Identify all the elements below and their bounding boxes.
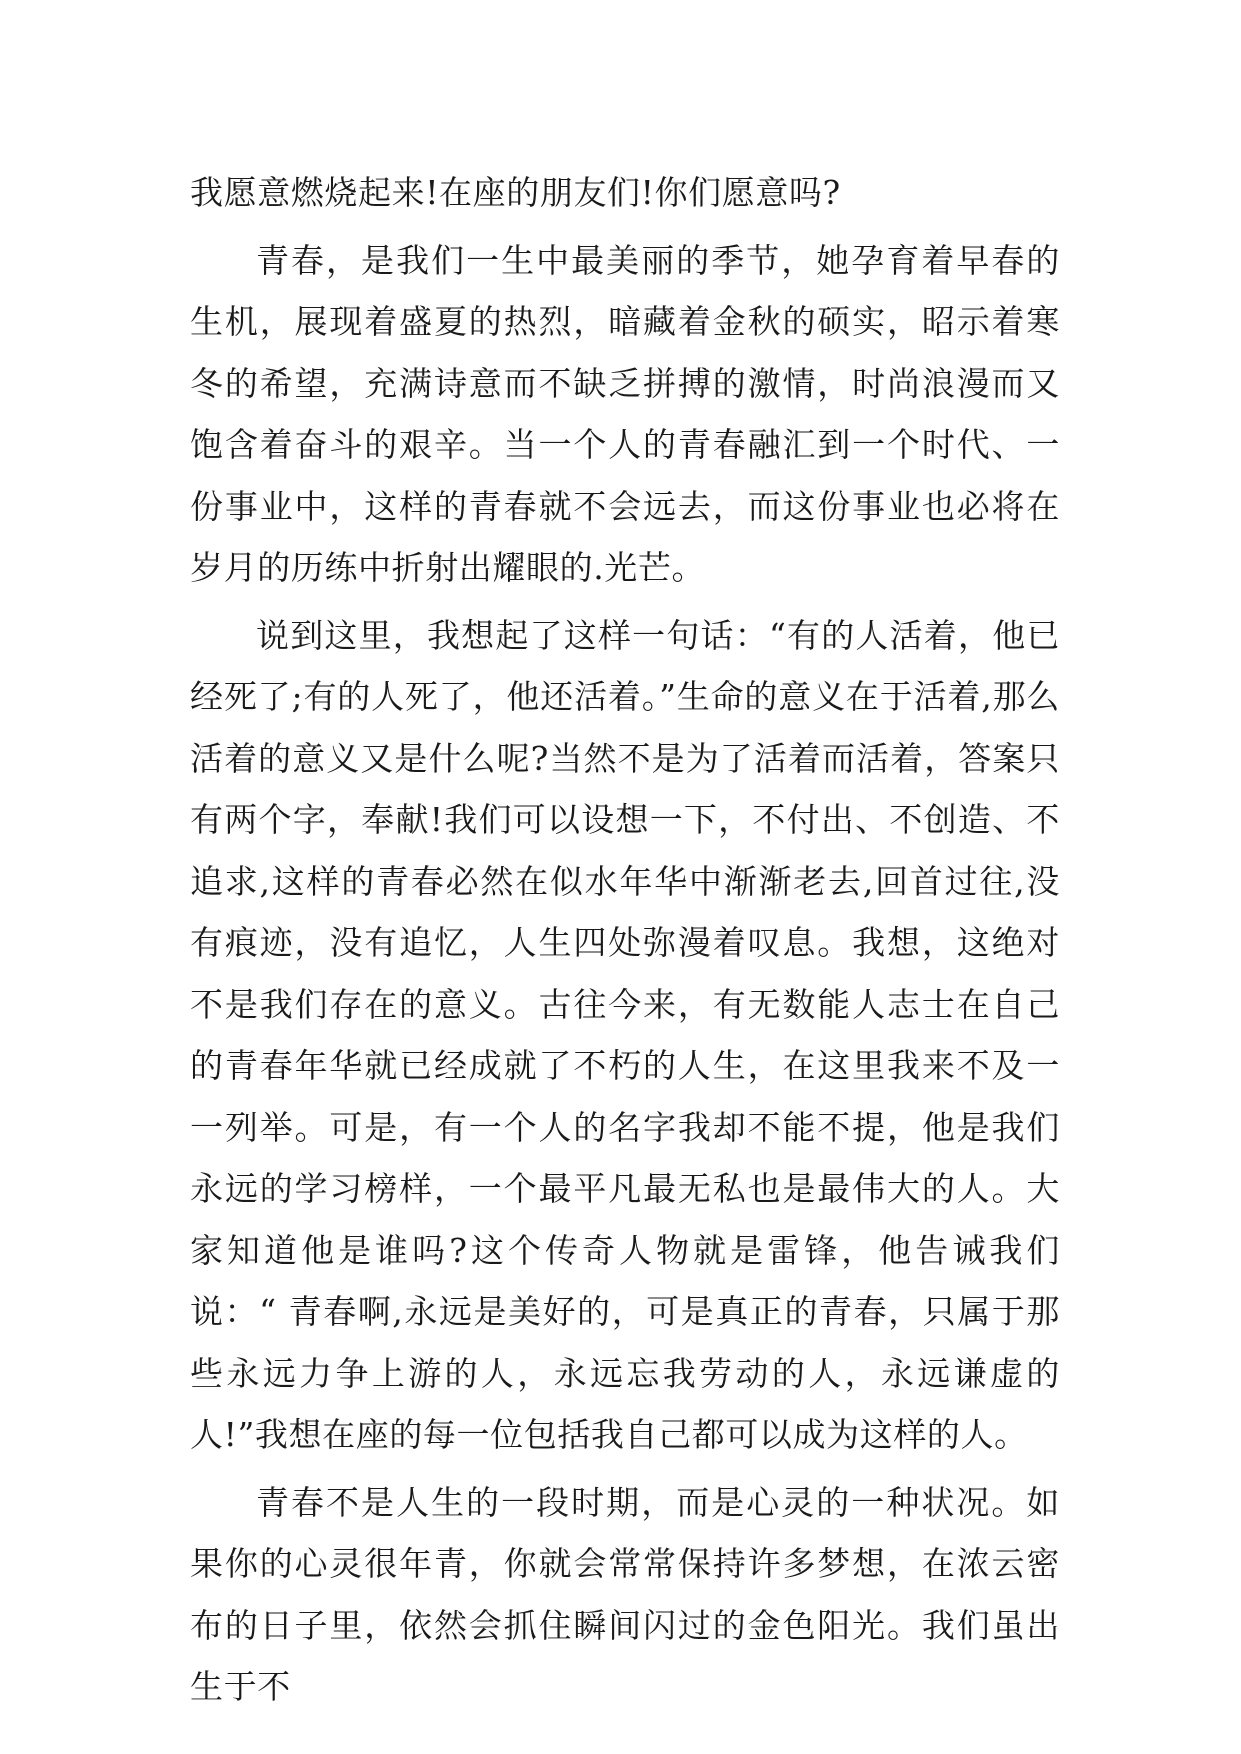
paragraph-1: 我愿意燃烧起来!在座的朋友们!你们愿意吗? [190,173,841,212]
document-body [190,162,1060,1718]
paragraph-2: 青春，是我们一生中最美丽的季节，她孕育着早春的生机，展现着盛夏的热烈，暗藏着金秋的硕实，昭示着寒冬的希望，充满诗意而不缺乏拼搏的激情，时尚浪漫而又饱含着奋斗的艰辛。当一个人的青春融汇到一个时代、一份事业中，这样的青春就不会远去，而这份事业也必将在岁月的历练中折射出耀眼的.光芒。 [190,240,1060,587]
paragraph-4: 青春不是人生的一段时期，而是心灵的一种状况。如果你的心灵很年青，你就会常常保持许多梦想，在浓云密布的日子里，依然会抓住瞬间闪过的金色阳光。我们虽出生于不 [190,1482,1060,1706]
paragraph-3: 说到这里，我想起了这样一句话：“有的人活着，他已经死了;有的人死了，他还活着。”生命的意义在于活着,那么活着的意义又是什么呢?当然不是为了活着而活着，答案只有两个字，奉献!我们可以设想一下，不付出、不创造、不追求,这样的青春必然在似水年华中渐渐老去,回首过往,没有痕迹，没有追忆，人生四处弥漫着叹息。我想，这绝对不是我们存在的意义。古往今来，有无数能人志士在自己的青春年华就已经成就了不朽的人生，在这里我来不及一一列举。可是，有一个人的名字我却不能不提，他是我们永远的学习榜样，一个最平凡最无私也是最伟大的人。大家知道他是谁吗?这个传奇人物就是雷锋，他告诫我们说：“ 青春啊,永远是美好的，可是真正的青春，只属于那些永远力争上游的人，永远忘我劳动的人，永远谦虚的人!”我想在座的每一位包括我自己都可以成为这样的人。 [190,615,1060,1454]
